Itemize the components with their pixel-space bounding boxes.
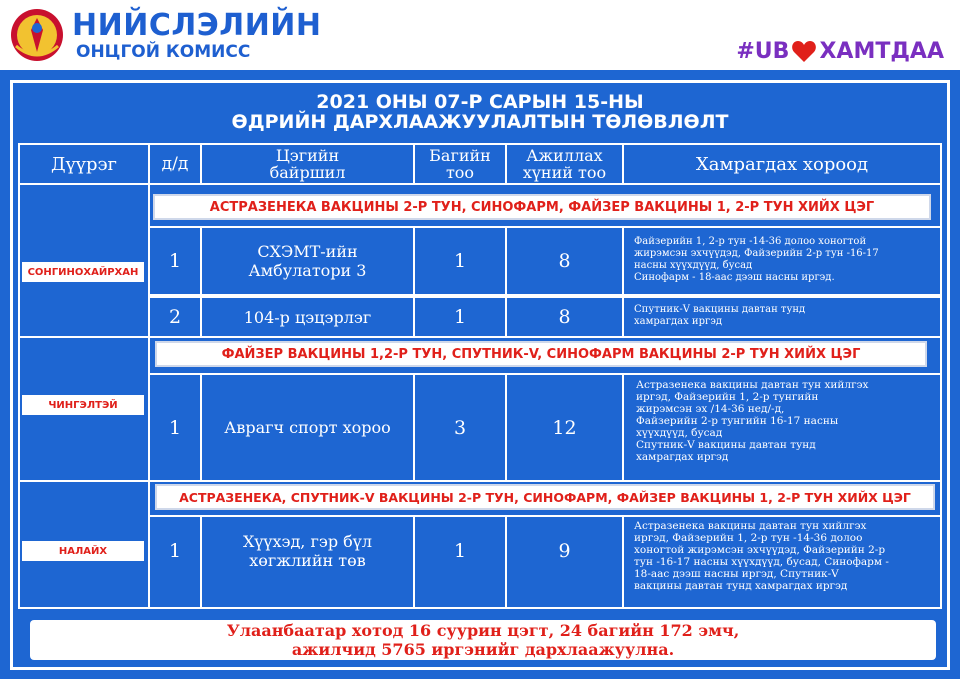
row-location-l1: Хүүхэд, гэр бүл <box>243 532 372 551</box>
hashtag <box>736 38 944 66</box>
row-location-l2: Амбулатори 3 <box>248 261 367 280</box>
coverage-line: 18-аас дээш насны иргэд, Спутник-V <box>634 568 839 580</box>
row-coverage <box>636 379 940 463</box>
row-teams: 1 <box>453 306 467 328</box>
coverage-line: Спутник-V вакцины давтан тунд <box>636 439 816 451</box>
row-workers: 12 <box>552 416 577 439</box>
hashtag-left: #UB <box>736 39 790 64</box>
grid-line <box>18 607 942 609</box>
grid-line <box>622 515 624 607</box>
col-header-no: д/д <box>161 153 189 174</box>
summary-line2: ажилчид 5765 иргэнийг дархлаажуулна. <box>291 640 675 659</box>
hashtag-right: ХАМТДАА <box>819 39 944 64</box>
grid-line <box>18 183 942 185</box>
row-teams: 1 <box>453 250 467 272</box>
row-location: Аврагч спорт хороо <box>224 418 391 437</box>
row-workers: 8 <box>558 306 571 328</box>
org-name-line2: ОНЦГОЙ КОМИСС <box>76 42 251 62</box>
col-header-khoroo: Хамрагдах хороод <box>695 153 869 175</box>
coverage-line: Файзерийн 2-р тунгийн 16-17 насны <box>636 415 839 427</box>
row-coverage <box>634 304 940 328</box>
grid-line <box>940 143 942 609</box>
coverage-line: жирэмсэн эх /14-36 нед/-д, <box>636 403 785 415</box>
heart-icon <box>791 40 817 64</box>
coverage-line: жирэмсэн эхчүүдэд, Файзерийн 2-р тун -16-17 <box>634 248 879 259</box>
row-no: 2 <box>168 306 182 328</box>
col-header-teams-l1: Багийн <box>429 146 491 165</box>
coverage-line: иргэд, Файзерийн 1, 2-р тунгийн <box>636 391 819 403</box>
row-workers: 9 <box>558 540 571 562</box>
row-no: 1 <box>168 540 182 562</box>
coverage-line: иргэд, Файзерийн 1, 2-р тун -14-36 долоо <box>634 532 863 544</box>
row-teams: 3 <box>453 416 467 439</box>
row-teams: 1 <box>453 540 467 562</box>
coverage-line: насны хүүхдүүд, бусад <box>634 260 753 271</box>
org-name-line1: НИЙСЛЭЛИЙН <box>72 8 322 43</box>
section-banner: АСТРАЗЕНЕКА, СПУТНИК-V ВАКЦИНЫ 2-Р ТУН, СИНОФАРМ, ФАЙЗЕР ВАКЦИНЫ 1, 2-Р ТУН ХИЙХ ЦЭГ <box>155 484 935 510</box>
title-line2: ӨДРИЙН ДАРХЛААЖУУЛАЛТЫН ТӨЛӨВЛӨЛТ <box>231 111 729 133</box>
row-no: 1 <box>168 416 182 439</box>
summary-line1: Улаанбаатар хотод 16 суурин цэгт, 24 багийн 172 эмч, <box>226 621 740 640</box>
col-header-workers-l2: хүний тоо <box>522 163 607 182</box>
grid-line <box>622 226 624 336</box>
col-header-workers-l1: Ажиллах <box>526 146 603 165</box>
grid-line <box>18 336 942 338</box>
coverage-line: Астразенека вакцины давтан тун хийлгэх <box>634 520 867 532</box>
coverage-line: хоногтой жирэмсэн эхчүүдэд, Файзерийн 2-р <box>634 544 886 556</box>
section-banner: АСТРАЗЕНЕКА ВАКЦИНЫ 2-Р ТУН, СИНОФАРМ, ФАЙЗЕР ВАКЦИНЫ 1, 2-Р ТУН ХИЙХ ЦЭГ <box>153 194 931 220</box>
row-no: 1 <box>168 250 182 272</box>
col-header-teams <box>415 145 505 183</box>
row-location <box>202 517 413 585</box>
row-location <box>202 228 413 294</box>
coverage-line: хамрагдах иргэд <box>634 316 722 327</box>
coverage-line: Файзерийн 1, 2-р тун -14-36 долоо хоногтой <box>634 236 867 247</box>
coverage-line: Астразенека вакцины давтан тун хийлгэх <box>636 379 869 391</box>
coverage-line: хүүхдүүд, бусад <box>636 427 723 439</box>
coverage-line: Спутник-V вакцины давтан тунд <box>634 304 806 315</box>
col-header-teams-l2: тоо <box>445 163 475 182</box>
row-coverage <box>634 236 940 284</box>
coverage-line: тун -16-17 насны хүүхдүүд, бусад, Синофарм - <box>634 556 889 568</box>
row-location: 104-р цэцэрлэг <box>243 307 372 327</box>
grid-line <box>622 373 624 480</box>
row-coverage <box>634 520 940 592</box>
col-header-district: Дүүрэг <box>50 153 117 175</box>
coverage-line: Синофарм - 18-аас дээш насны иргэд. <box>634 272 835 283</box>
city-emblem-icon <box>8 6 66 64</box>
district-label: ЧИНГЭЛТЭЙ <box>22 395 144 415</box>
row-location-l2: хөгжлийн төв <box>249 551 366 570</box>
col-header-location <box>202 145 413 183</box>
district-label: СОНГИНОХАЙРХАН <box>22 262 144 282</box>
coverage-line: вакцины давтан тунд хамрагдах иргэд <box>634 580 848 592</box>
grid-line <box>18 143 20 609</box>
page-header <box>0 0 960 70</box>
district-label: НАЛАЙХ <box>22 541 144 561</box>
title-line1: 2021 ОНЫ 07-Р САРЫН 15-НЫ <box>316 91 644 113</box>
grid-line <box>18 480 942 482</box>
col-header-workers <box>507 145 622 183</box>
summary-box <box>30 620 936 660</box>
row-location-l1: СХЭМТ-ийн <box>257 242 358 261</box>
section-banner: ФАЙЗЕР ВАКЦИНЫ 1,2-Р ТУН, СПУТНИК-V, СИНОФАРМ ВАКЦИНЫ 2-Р ТУН ХИЙХ ЦЭГ <box>155 341 927 367</box>
coverage-line: хамрагдах иргэд <box>636 451 729 463</box>
col-header-location-l1: Цэгийн <box>275 146 340 165</box>
col-header-location-l2: байршил <box>269 163 346 182</box>
row-workers: 8 <box>558 250 571 272</box>
